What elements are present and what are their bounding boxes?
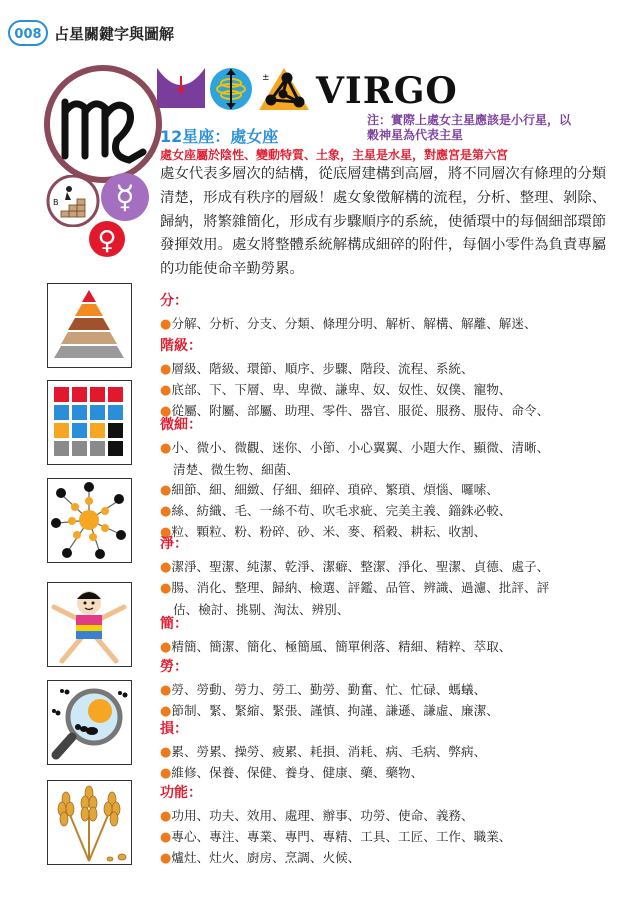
- keyword-text-continued: 清楚、微生物、細菌、: [173, 462, 299, 477]
- sign-subtitle: 12星座：處女座: [160, 127, 279, 146]
- page-header-title: 占星關鍵字與圖解: [54, 25, 175, 43]
- mercury-icon: [100, 172, 150, 222]
- section-title: 淨：: [160, 536, 188, 552]
- section-title: 微細：: [160, 417, 202, 433]
- keyword-text: 功用、功夫、效用、處理、辦事、功勞、使命、義務、: [171, 808, 474, 823]
- venus-icon: [88, 220, 126, 258]
- keyword-text: 潔淨、聖潔、純潔、乾淨、潔癖、整潔、淨化、聖潔、貞德、處子、: [171, 559, 550, 574]
- svg-text:☿: ☿: [115, 178, 135, 216]
- keyword-text: 細節、細、細緻、仔細、細碎、瑣碎、繁瑣、煩惱、囉嗦、: [171, 482, 499, 497]
- pyramid-hierarchy-icon: [47, 283, 132, 368]
- section-title: 簡：: [160, 616, 188, 632]
- keyword-text: 精簡、簡潔、簡化、極簡風、簡單俐落、精細、精粹、萃取、: [171, 639, 512, 654]
- keyword-text: 分解、分析、分支、分類、條理分明、解析、解構、解離、解迷、: [171, 316, 537, 331]
- keyword-text: 絲、紡織、毛、一絲不苟、吹毛求疵、完美主義、錙銖必較、: [171, 503, 512, 518]
- keyword-text: 勞、勞動、勞力、勞工、勤勞、勤奮、忙、忙碌、螞蟻、: [171, 682, 487, 697]
- keyword-line: [160, 577, 600, 620]
- bullet-icon: ●: [160, 483, 172, 498]
- ruler-note: 注：實際上處女主星應該是小行星，以穀神星為代表主星: [367, 113, 572, 142]
- section-title: 勞：: [160, 659, 188, 675]
- molecule-particles-icon: [47, 478, 132, 563]
- bullet-icon: ●: [160, 560, 172, 575]
- section-title: 損：: [160, 721, 188, 737]
- sign-attributes-line: 處女座屬於陰性、變動特質、土象，主星是水星，對應宮是第六宮: [160, 148, 509, 162]
- grid-blocks-icon: [47, 380, 132, 465]
- bullet-icon: ●: [160, 383, 172, 398]
- bullet-icon: ●: [160, 745, 172, 760]
- keyword-text: 爐灶、灶火、廚房、烹調、火候、: [171, 850, 361, 865]
- keyword-line: [160, 762, 600, 784]
- keyword-text: 從屬、附屬、部屬、助理、零件、器官、服從、服務、服侍、命令、: [171, 403, 550, 418]
- bullet-icon: ●: [160, 581, 172, 596]
- bullet-icon: ●: [160, 362, 172, 377]
- keyword-line: [160, 636, 600, 658]
- stretching-person-icon: [47, 582, 132, 667]
- earth-element-icon: [257, 66, 311, 112]
- intro-paragraph: 處女代表多層次的結構，從底層建構到高層，將不同層次有條理的分類清楚，形成有秩序的層級！處女象徵解構的流程，分析、整理、剝除、歸納，將繁雜簡化，形成有步驟順序的系統，使循環中的每個細部環節發揮效用。處女將整體系統解構成細碎的附件，每個小零件為負責專屬的功能使命辛勤勞累。: [160, 166, 607, 278]
- keyword-text: 節制、緊、緊縮、緊張、謹慎、拘謹、謙遜、謙虛、廉潔、: [171, 703, 499, 718]
- bullet-icon: ●: [160, 525, 172, 540]
- bullet-icon: ●: [160, 809, 172, 824]
- keyword-line: [160, 700, 600, 722]
- section-title: 分：: [160, 293, 188, 309]
- magnifier-ant-icon: [47, 680, 132, 765]
- keyword-line: [160, 358, 600, 380]
- keyword-line: [160, 741, 600, 763]
- bullet-icon: ●: [160, 317, 172, 332]
- keyword-text-continued: 估、檢討、挑剔、淘汰、辨別、: [173, 602, 350, 617]
- bullet-icon: ●: [160, 830, 172, 845]
- keyword-line: [160, 500, 600, 522]
- keyword-text: 累、勞累、操勞、疲累、耗損、消耗、病、毛病、弊病、: [171, 744, 487, 759]
- bullet-icon: ●: [160, 441, 172, 456]
- wheat-stalks-icon: [47, 780, 132, 865]
- bullet-icon: ●: [160, 766, 172, 781]
- keyword-text: 腸、消化、整理、歸納、檢選、評鑑、品管、辨識、過濾、批評、評: [171, 580, 550, 595]
- keyword-line: [160, 521, 600, 543]
- b-label: B: [53, 198, 59, 207]
- section-title: 功能：: [160, 785, 202, 801]
- bullet-icon: ●: [160, 640, 172, 655]
- keyword-line: [160, 400, 600, 422]
- keyword-line: [160, 847, 600, 869]
- keyword-text: 維修、保養、保健、養身、健康、藥、藥物、: [171, 765, 424, 780]
- keyword-line: [160, 805, 600, 827]
- sign-name-title: VIRGO: [316, 70, 458, 112]
- mutable-spiral-icon: [209, 67, 253, 111]
- bullet-icon: ●: [160, 851, 172, 866]
- keyword-text: 底部、下、下層、卑、卑微、謙卑、奴、奴性、奴僕、寵物、: [171, 382, 512, 397]
- keyword-text: 小、微小、微觀、迷你、小節、小心翼翼、小題大作、顯微、清晰、: [171, 440, 550, 455]
- bullet-icon: ●: [160, 404, 172, 419]
- keyword-line: [160, 437, 600, 480]
- bullet-icon: ●: [160, 683, 172, 698]
- keyword-line: [160, 379, 600, 401]
- keyword-text: 粒、顆粒、粉、粉碎、砂、米、麥、稻穀、耕耘、收割、: [171, 524, 487, 539]
- keyword-line: [160, 313, 600, 335]
- page-number-badge: 008: [8, 20, 48, 46]
- keyword-line: [160, 679, 600, 701]
- keyword-line: [160, 556, 600, 578]
- keyword-text: 層級、階級、環節、順序、步驟、階段、流程、系統、: [171, 361, 474, 376]
- section-title: 階級：: [160, 338, 202, 354]
- virgo-sign-icon: [43, 64, 163, 184]
- bullet-icon: ●: [160, 504, 172, 519]
- svg-text:±: ±: [262, 73, 270, 83]
- keyword-line: [160, 479, 600, 501]
- yin-feminine-icon: [157, 68, 205, 108]
- keyword-text: 專心、專注、專業、專門、專精、工具、工匠、工作、職業、: [171, 829, 512, 844]
- bullet-icon: ●: [160, 704, 172, 719]
- keyword-line: [160, 826, 600, 848]
- svg-text:♀: ♀: [97, 226, 117, 256]
